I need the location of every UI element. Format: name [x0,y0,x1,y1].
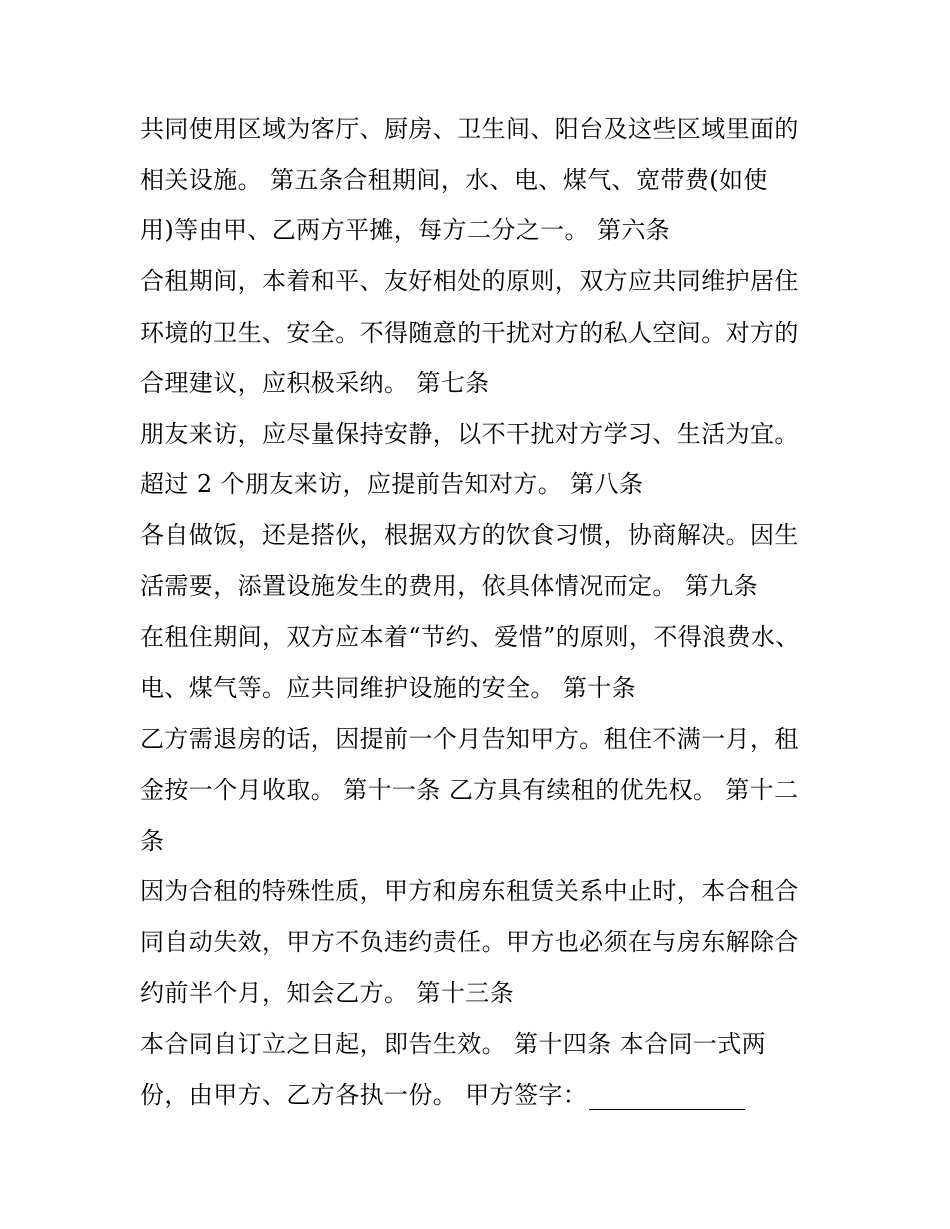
text-line: 合理建议，应积极采纳。 第七条 [140,369,490,397]
text-line: 本合同自订立之日起，即告生效。 第十四条 本合同一式两 [140,1030,767,1058]
text-line: 环境的卫生、安全。不得随意的干扰对方的私人空间。对方的 [140,319,799,347]
text-line: 共同使用区域为客厅、厨房、卫生间、阳台及这些区域里面的 [140,115,799,143]
signature-label: 份，由甲方、乙方各执一份。 甲方签字： [140,1081,588,1109]
text-line: 用)等由甲、乙两方平摊，每方二分之一。 第六条 [140,216,671,244]
text-line: 条 [140,827,165,855]
text-line: 各自做饭，还是搭伙，根据双方的饮食习惯，协商解决。因生 [140,521,799,549]
text-line: 活需要，添置设施发生的费用，依具体情况而定。 第九条 [140,572,759,600]
text-line: 约前半个月，知会乙方。 第十三条 [140,979,515,1007]
text-line: 同自动失效，甲方不负违约责任。甲方也必须在与房东解除合 [140,928,799,956]
signature-blank [589,1085,745,1110]
text-line: 超过 2 个朋友来访，应提前告知对方。 第八条 [140,470,644,498]
signature-line [140,1080,745,1110]
text-line: 在租住期间，双方应本着“节约、爱惜”的原则，不得浪费水、 [140,623,800,651]
text-line: 合租期间，本着和平、友好相处的原则，双方应共同维护居住 [140,267,799,295]
text-line: 相关设施。 第五条合租期间，水、电、煤气、宽带费(如使 [140,166,768,194]
text-line: 乙方需退房的话，因提前一个月告知甲方。租住不满一月，租 [140,725,799,753]
text-line: 金按一个月收取。 第十一条 乙方具有续租的优先权。 第十二 [140,776,799,804]
text-line: 朋友来访，应尽量保持安静，以不干扰对方学习、生活为宜。 [140,420,799,448]
text-line: 电、煤气等。应共同维护设施的安全。 第十条 [140,674,637,702]
text-line: 因为合租的特殊性质，甲方和房东租赁关系中止时，本合租合 [140,877,799,905]
